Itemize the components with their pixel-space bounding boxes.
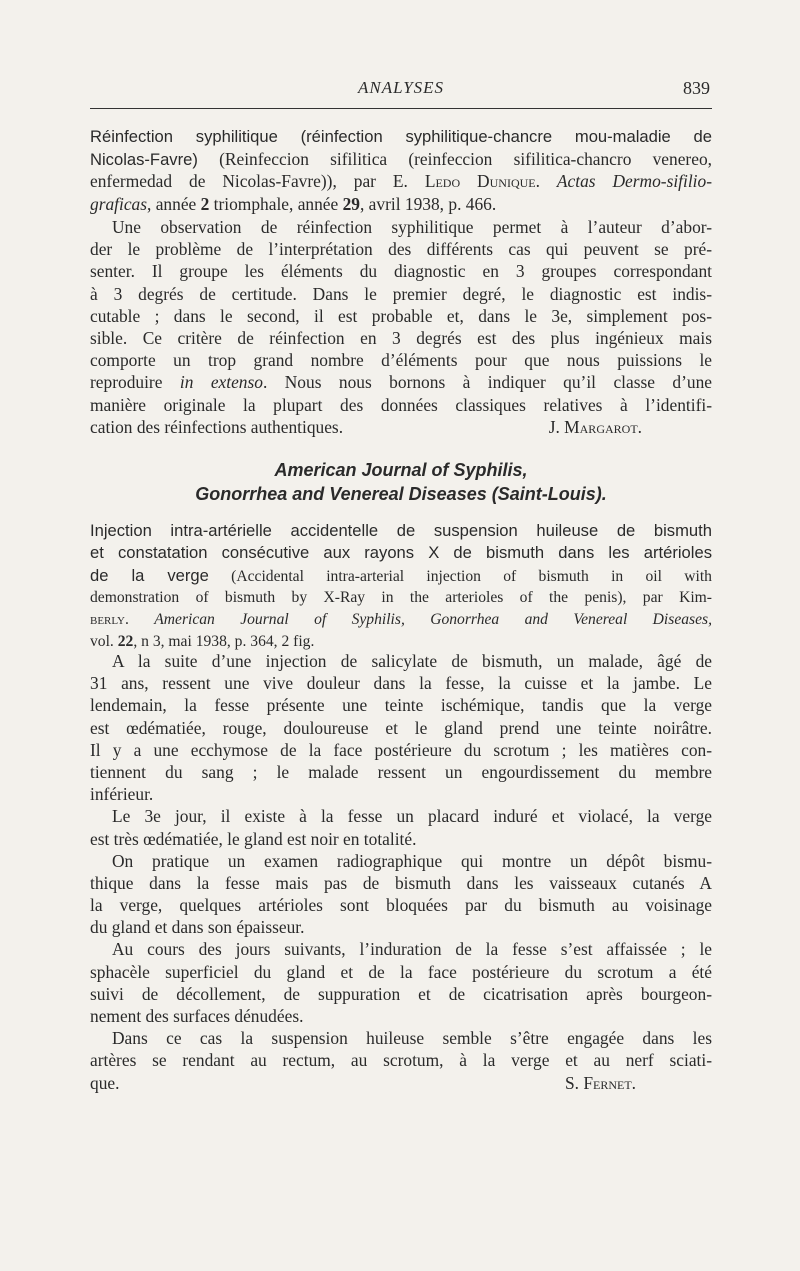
article-1-body xyxy=(90,216,712,438)
journal-heading xyxy=(90,458,712,506)
article-2-title-cont: de la verge (Accidental intra-arterial injection of bismuth in oil with xyxy=(90,566,712,586)
paragraph-line: Une observation de réinfection syphilitique permet à l’auteur d’abor- xyxy=(112,217,712,237)
paragraph-line: suivi de décollement, de suppuration et de cicatrisation après bourgeon- xyxy=(90,983,712,1004)
signature: S. Fernet. xyxy=(564,1072,636,1093)
paragraph-line: cutable ; dans le second, il est probable et, dans le 3e, simplement pos- xyxy=(90,305,712,326)
paragraph-line: Le 3e jour, il existe à la fesse un placard induré et violacé, la verge xyxy=(112,806,712,827)
paragraph-line: est œdématiée, rouge, douloureuse et le gland prend une teinte noirâtre. xyxy=(90,717,712,738)
page-header xyxy=(90,78,712,109)
article-2-reference-cont: vol. 22, n 3, mai 1938, p. 364, 2 fig. xyxy=(90,632,315,650)
paragraph-line: manière originale la plupart des données classiques relatives à l’identifi- xyxy=(90,394,712,415)
paragraph-line: nement des surfaces dénudées. xyxy=(90,1006,304,1026)
article-2-body xyxy=(90,650,712,1094)
paragraph-line: tiennent du sang ; le malade ressent un engourdissement du membre xyxy=(90,761,712,782)
article-1-title-cont: Nicolas-Favre) (Reinfeccion sifilitica (reinfeccion sifilitica-chancro venereo, xyxy=(90,149,712,170)
journal-heading-line: American Journal of Syphilis, xyxy=(274,460,528,480)
page-number: 839 xyxy=(683,78,710,98)
paragraph-line: sible. Ce critère de réinfection en 3 degrés est des plus ingénieux mais xyxy=(90,327,712,348)
journal-heading-line: Gonorrhea and Venereal Diseases (Saint-Louis). xyxy=(195,484,607,504)
paragraph-line: est très œdématiée, le gland est noir en totalité. xyxy=(90,828,417,849)
article-1-reference: enfermedad de Nicolas-Favre)), par E. Ledo Dunique. Actas Dermo-sifilio- xyxy=(90,171,712,192)
paragraph-line: comporte un trop grand nombre d’éléments pour que nous puissions le xyxy=(90,350,712,371)
running-title: ANALYSES xyxy=(357,78,445,97)
paragraph-line: Dans ce cas la suspension huileuse semble s’être engagée dans les xyxy=(112,1028,712,1049)
article-2-reference: demonstration of bismuth by X-Ray in the arterioles of the penis), par Kim- xyxy=(90,588,712,606)
article-1 xyxy=(90,126,712,215)
paragraph-line: que. S. Fernet. xyxy=(90,1072,712,1094)
paragraph-line: thique dans la fesse mais pas de bismuth dans les vaisseaux cutanés A xyxy=(90,872,712,893)
paragraph-line: reproduire in extenso. Nous nous bornons à indiquer qu’il classe d’une xyxy=(90,372,712,393)
paragraph-line: la verge, quelques artérioles sont bloquées par du bismuth au voisinage xyxy=(90,895,712,916)
paragraph-line: 31 ans, ressent une vive douleur dans la fesse, la cuisse et la jambe. Le xyxy=(90,673,712,694)
paragraph-line: du gland et dans son épaisseur. xyxy=(90,917,305,938)
paragraph-line: sphacèle superficiel du gland et de la face postérieure du scrotum a été xyxy=(90,961,712,982)
paragraph-line: Il y a une ecchymose de la face postérieure du scrotum ; les matières con- xyxy=(90,739,712,760)
article-1-reference-cont: graficas, année 2 triomphale, année 29, avril 1938, p. 466. xyxy=(90,193,497,214)
paragraph-line: senter. Il groupe les éléments du diagnostic en 3 groupes correspondant xyxy=(90,261,712,282)
signature: J. Margarot. xyxy=(548,416,642,437)
paragraph-line: lendemain, la fesse présente une teinte ischémique, tandis que la verge xyxy=(90,695,712,716)
paragraph-line: à 3 degrés de certitude. Dans le premier degré, le diagnostic est indis- xyxy=(90,283,712,304)
article-2-title: Injection intra-artérielle accidentelle de suspension huileuse de bismuth xyxy=(90,521,712,540)
paragraph-line: inférieur. xyxy=(90,784,154,805)
paragraph-line: artères se rendant au rectum, au scrotum, à la verge et au nerf sciati- xyxy=(90,1050,712,1071)
article-2-title-cont: et constatation consécutive aux rayons X de bismuth dans les artérioles xyxy=(90,543,712,563)
paragraph-line: A la suite d’une injection de salicylate de bismuth, un malade, âgé de xyxy=(112,651,712,671)
article-2 xyxy=(90,520,712,653)
article-2-reference-cont: berly. American Journal of Syphilis, Gonorrhea and Venereal Diseases, xyxy=(90,610,713,628)
article-1-title: Réinfection syphilitique (réinfection syphilitique-chancre mou-maladie de xyxy=(90,127,712,146)
paragraph-line: On pratique un examen radiographique qui montre un dépôt bismu- xyxy=(112,850,712,871)
paragraph-line: cation des réinfections authentiques. J. Margarot. xyxy=(90,416,712,438)
paragraph-line: Au cours des jours suivants, l’induration de la fesse s’est affaissée ; le xyxy=(112,939,712,960)
paragraph-line: der le problème de l’interprétation des différents cas qui peuvent se pré- xyxy=(90,239,712,260)
